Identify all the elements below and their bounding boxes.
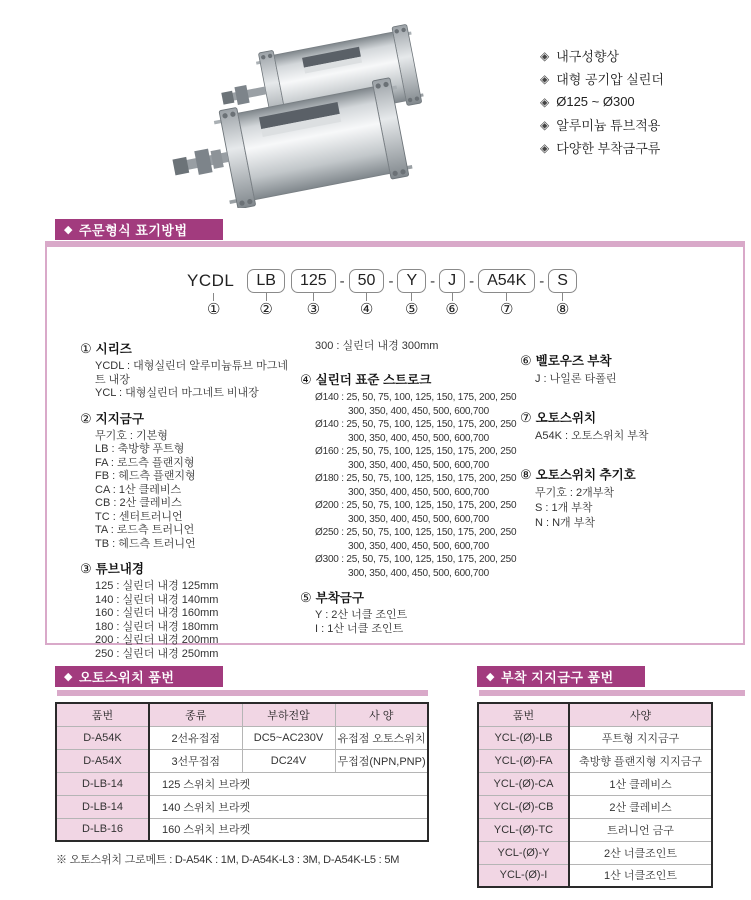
model-code-box: S [548, 269, 577, 293]
definition-item: A54K : 오토스위치 부착 [535, 430, 649, 442]
definition-item: Y : 2산 너클 조인트 [315, 609, 408, 621]
definition-item: 140 : 실린더 내경 140mm [95, 593, 219, 606]
section-title-bracket: 부착 지지금구 품번 [500, 670, 614, 685]
definition-group-title-text: 지지금구 [95, 411, 144, 426]
spec-cell: 푸트형 지지금구 [569, 726, 712, 749]
definition-group-title-text: 오토스위치 [535, 411, 597, 425]
connector-line [506, 293, 507, 301]
section-underline-autoswitch [57, 690, 428, 696]
stroke-line-1: Ø180 : 25, 50, 75, 100, 125, 150, 175, 200, 250 [315, 473, 517, 484]
definition-group-title-text: 튜브내경 [95, 562, 144, 576]
spec-cell: 2산 너클조인트 [569, 841, 712, 864]
feature-item [540, 67, 664, 90]
circled-number: ⑧ [520, 467, 532, 482]
circled-number: ⑤ [300, 590, 312, 605]
circled-number: ⑧ [555, 301, 570, 318]
definition-item: TC : 센터트러니언 [95, 510, 183, 523]
dash-separator: - [430, 273, 436, 290]
connector-line [452, 293, 453, 301]
definition-group [300, 588, 518, 636]
spec-cell: 유접점 오토스위치 [335, 726, 428, 749]
definition-item: TA : 로드측 트러니언 [95, 524, 195, 536]
feature-text: 다양한 부착금구류 [556, 141, 661, 156]
definition-item: 250 : 실린더 내경 250mm [95, 647, 219, 660]
circled-number: ⑦ [499, 301, 514, 318]
circled-number: ③ [306, 301, 321, 318]
spec-cell: 2선유접점 [149, 726, 242, 749]
cylinder-illustration [165, 10, 435, 208]
table-row [478, 749, 712, 772]
column-header: 사 양 [335, 703, 428, 726]
dash-separator: - [388, 273, 394, 290]
definition-item: N : N개 부착 [535, 517, 595, 529]
definition-item: 무기호 : 기본형 [95, 429, 168, 442]
circled-number: ② [80, 410, 92, 426]
spec-cell: 트러니언 금구 [569, 818, 712, 841]
definition-group [80, 339, 296, 401]
circled-number: ① [206, 301, 221, 318]
dash-separator: - [539, 273, 545, 290]
part-number-cell: YCL-(Ø)-I [478, 864, 569, 887]
connector-line [266, 293, 267, 301]
circled-number: ② [259, 301, 273, 318]
feature-text: Ø125 ~ Ø300 [556, 94, 635, 109]
section-header-order [55, 219, 223, 240]
circled-number: ⑥ [520, 353, 532, 368]
model-number-row [183, 269, 580, 318]
diamond-icon: ◆ [64, 224, 73, 236]
stroke-line-1: Ø160 : 25, 50, 75, 100, 125, 150, 175, 200, 250 [315, 446, 517, 457]
stroke-line-1: Ø140 : 25, 50, 75, 100, 125, 150, 175, 200, 250 [315, 392, 517, 403]
definition-item: CA : 1산 클레비스 [95, 483, 182, 496]
circled-number: ④ [359, 301, 374, 318]
definition-item: S : 1개 부착 [535, 502, 593, 514]
feature-text: 대형 공기압 실린더 [556, 72, 664, 87]
feature-item [540, 90, 664, 113]
model-segment [436, 269, 468, 318]
definition-group [520, 465, 720, 531]
table-header-row [56, 703, 428, 726]
part-number-cell: YCL-(Ø)-CA [478, 772, 569, 795]
connector-line [366, 293, 367, 301]
stroke-line-2: 300, 350, 400, 450, 500, 600,700 [348, 540, 489, 552]
table-row [56, 818, 428, 841]
diamond-icon: ◆ [64, 671, 73, 683]
section-title-autoswitch: 오토스위치 품번 [78, 670, 175, 685]
stroke-line-1: Ø300 : 25, 50, 75, 100, 125, 150, 175, 200, 250 [315, 554, 517, 565]
part-number-cell: YCL-(Ø)-CB [478, 795, 569, 818]
connector-line [562, 293, 563, 301]
connector-line [313, 293, 314, 301]
definition-item: LB : 축방향 푸트형 [95, 443, 185, 455]
table-row [56, 795, 428, 818]
circled-number: ① [80, 341, 92, 356]
definition-item: YCL : 대형실린더 마그네트 비내장 [95, 387, 259, 399]
definition-group [300, 370, 518, 580]
section-title-order: 주문형식 표기방법 [78, 223, 188, 238]
column-header: 사양 [569, 703, 712, 726]
table-row [478, 772, 712, 795]
definition-item: 300 : 실린더 내경 300mm [315, 340, 439, 352]
model-segment [288, 269, 339, 318]
part-number-cell: D-LB-14 [56, 772, 149, 795]
circled-number: ④ [300, 372, 312, 387]
definition-group [520, 408, 720, 444]
part-number-cell: D-LB-16 [56, 818, 149, 841]
definition-group-title-text: 실린더 표준 스트로크 [315, 373, 432, 387]
table-row [478, 864, 712, 887]
definition-item: 180 : 실린더 내경 180mm [95, 620, 219, 633]
table-row [478, 818, 712, 841]
feature-list [540, 44, 664, 159]
part-number-cell: YCL-(Ø)-TC [478, 818, 569, 841]
part-number-cell: D-A54K [56, 726, 149, 749]
spec-cell: DC5~AC230V [242, 726, 335, 749]
dash-separator: - [469, 273, 475, 290]
definition-item: 125 : 실린더 내경 125mm [95, 580, 219, 592]
section-header-bracket [477, 666, 645, 687]
stroke-line-2: 300, 350, 400, 450, 500, 600,700 [348, 486, 489, 498]
definition-group-title-text: 오토스위치 추기호 [535, 468, 636, 482]
table-row [478, 726, 712, 749]
autoswitch-note: ※ 오토스위치 그로메트 : D-A54K : 1M, D-A54K-L3 : 3M, D-A54K-L5 : 5M [56, 854, 400, 866]
spec-cell: 125 스위치 브라켓 [149, 772, 428, 795]
order-format-box [45, 241, 745, 660]
section-header-autoswitch [55, 666, 223, 687]
stroke-line-2: 300, 350, 400, 450, 500, 600,700 [348, 459, 489, 471]
model-code-box: 125 [291, 269, 336, 293]
definition-item: CB : 2산 클레비스 [95, 497, 182, 509]
diamond-bullet-icon: ◈ [540, 94, 550, 109]
connector-line [411, 293, 412, 301]
circled-number: ⑥ [445, 301, 459, 318]
definition-group [80, 409, 296, 552]
stroke-line-2: 300, 350, 400, 450, 500, 600,700 [348, 432, 489, 444]
definition-group-title-text: 벨로우즈 부착 [535, 354, 612, 368]
model-code-box: LB [247, 269, 285, 293]
definition-item: 무기호 : 2개부착 [535, 487, 615, 499]
order-definitions-column-2 [300, 339, 518, 644]
part-number-cell: YCL-(Ø)-FA [478, 749, 569, 772]
definition-group-title [300, 370, 518, 388]
model-segment [244, 269, 288, 318]
circled-number: ⑦ [520, 410, 532, 425]
spec-cell: 160 스위치 브라켓 [149, 818, 428, 841]
spec-cell: 2산 클레비스 [569, 795, 712, 818]
model-code-box: J [439, 269, 465, 293]
diamond-bullet-icon: ◈ [540, 117, 550, 132]
model-segment [394, 269, 429, 318]
model-code-box: 50 [349, 269, 385, 293]
definition-item: FA : 로드측 플랜지형 [95, 456, 195, 469]
definition-item: J : 나일론 타폴린 [535, 373, 617, 385]
diamond-icon: ◆ [486, 671, 495, 683]
spec-cell: 1산 클레비스 [569, 772, 712, 795]
stroke-line-1: Ø250 : 25, 50, 75, 100, 125, 150, 175, 200, 250 [315, 527, 517, 538]
table-row [56, 772, 428, 795]
dash-separator: - [339, 273, 345, 290]
diamond-bullet-icon: ◈ [540, 71, 550, 86]
definition-item: I : 1산 너클 조인트 [315, 622, 404, 635]
definition-item: 200 : 실린더 내경 200mm [95, 634, 219, 646]
table-row [478, 841, 712, 864]
circled-number: ③ [80, 561, 92, 576]
definition-group-title [520, 351, 720, 369]
definition-group-title [300, 588, 518, 606]
column-header: 종류 [149, 703, 242, 726]
model-code-box: Y [397, 269, 426, 293]
autoswitch-table [55, 702, 429, 842]
stroke-line-2: 300, 350, 400, 450, 500, 600,700 [348, 405, 489, 417]
order-definitions-column-3 [520, 351, 720, 552]
definition-group-title [80, 559, 296, 577]
spec-cell: DC24V [242, 749, 335, 772]
feature-item [540, 113, 664, 136]
order-definitions-column-1 [80, 339, 296, 669]
definition-group-title [80, 339, 296, 357]
model-segment [346, 269, 388, 318]
part-number-cell: D-A54X [56, 749, 149, 772]
stroke-line-1: Ø200 : 25, 50, 75, 100, 125, 150, 175, 200, 250 [315, 500, 517, 511]
model-segment [545, 269, 580, 318]
section-underline-bracket [479, 690, 745, 696]
definition-group-title [80, 409, 296, 427]
connector-line [213, 293, 214, 301]
definition-item: 160 : 실린더 내경 160mm [95, 607, 219, 619]
bracket-table [477, 702, 713, 888]
spec-cell: 1산 너클조인트 [569, 864, 712, 887]
diamond-bullet-icon: ◈ [540, 140, 550, 155]
model-segment [475, 269, 538, 318]
spec-cell: 140 스위치 브라켓 [149, 795, 428, 818]
feature-text: 알루미늄 튜브적용 [556, 118, 661, 133]
model-prefix: YCDL [187, 271, 235, 290]
table-header-row [478, 703, 712, 726]
column-header: 품번 [478, 703, 569, 726]
part-number-cell: D-LB-14 [56, 795, 149, 818]
definition-group [80, 559, 296, 661]
feature-item [540, 136, 664, 159]
column-header: 품번 [56, 703, 149, 726]
stroke-line-1: Ø140 : 25, 50, 75, 100, 125, 150, 175, 200, 250 [315, 419, 517, 430]
definition-group-title-text: 부착금구 [315, 591, 364, 605]
feature-text: 내구성향상 [556, 49, 620, 64]
stroke-line-2: 300, 350, 400, 450, 500, 600,700 [348, 567, 489, 579]
diamond-bullet-icon: ◈ [540, 48, 550, 63]
definition-group-title-text: 시리즈 [95, 342, 132, 356]
definition-item: YCDL : 대형실린더 알루미늄튜브 마그네트 내장 [95, 360, 288, 386]
definition-item: FB : 헤드측 플랜지형 [95, 470, 196, 482]
spec-cell: 축방향 플랜지형 지지금구 [569, 749, 712, 772]
part-number-cell: YCL-(Ø)-Y [478, 841, 569, 864]
definition-group-title [520, 408, 720, 426]
column-header: 부하전압 [242, 703, 335, 726]
table-row [56, 726, 428, 749]
feature-item [540, 44, 664, 67]
model-code-box: A54K [478, 269, 535, 293]
definition-item: TB : 헤드측 트러니언 [95, 537, 196, 550]
product-photo [165, 10, 435, 208]
definition-group-title [520, 465, 720, 483]
spec-cell: 무접점(NPN,PNP) [335, 749, 428, 772]
part-number-cell: YCL-(Ø)-LB [478, 726, 569, 749]
circled-number: ⑤ [405, 301, 419, 318]
model-segment [183, 269, 244, 318]
table-row [478, 795, 712, 818]
definition-group [520, 351, 720, 387]
stroke-line-2: 300, 350, 400, 450, 500, 600,700 [348, 513, 489, 525]
spec-cell: 3선무접점 [149, 749, 242, 772]
table-row [56, 749, 428, 772]
